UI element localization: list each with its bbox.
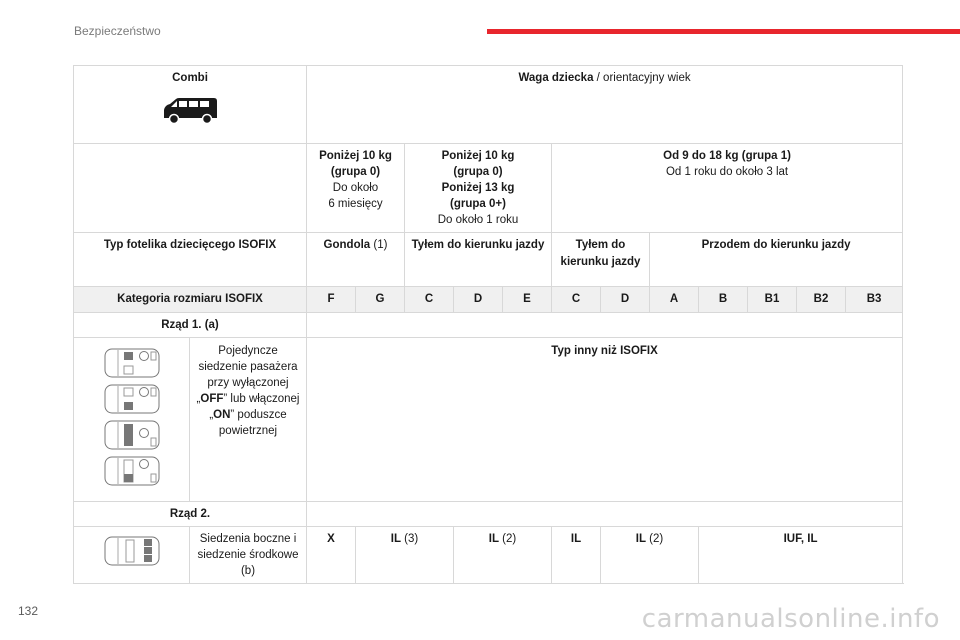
car-top-view-icon <box>104 384 160 414</box>
row2-seat-description: Siedzenia boczne i siedzenie środkowe (b) <box>190 526 307 583</box>
type-rear-facing-2: Tyłem do kierunku jazdy <box>552 233 650 287</box>
airbag-off-label: OFF <box>200 392 224 405</box>
row1-label: Rząd 1. (a) <box>74 312 307 337</box>
row2-value-f <box>307 526 356 583</box>
group-0plus-cell <box>405 144 552 233</box>
group-0-age-1: Do około <box>332 182 379 195</box>
seat-type-row <box>74 233 903 287</box>
row2-value-gondola <box>356 526 454 583</box>
row2-value-rear1-cd-code: IL <box>488 532 499 545</box>
size-c: C <box>405 287 454 312</box>
size-b1: B1 <box>748 287 797 312</box>
type-gondola-note: (1) <box>370 239 388 252</box>
size-category-label: Kategoria rozmiaru ISOFIX <box>74 287 307 312</box>
row1-empty <box>307 312 903 337</box>
row2-header <box>74 501 903 526</box>
group-0plus-name-1: (grupa 0) <box>453 166 503 179</box>
row1-value: Typ inny niż ISOFIX <box>307 337 903 501</box>
header-row <box>74 66 903 144</box>
row1-seat-description <box>190 337 307 501</box>
size-b: B <box>699 287 748 312</box>
row2-label: Rząd 2. <box>74 501 307 526</box>
weight-suffix: / orientacyjny wiek <box>593 72 691 84</box>
size-a: A <box>650 287 699 312</box>
group-0-age-2: 6 miesięcy <box>328 198 383 211</box>
page-number: 132 <box>18 604 39 618</box>
airbag-on-label: ON <box>213 409 231 422</box>
group-0-name: (grupa 0) <box>330 166 381 179</box>
row2-empty <box>307 501 903 526</box>
car-top-view-icon <box>104 420 160 450</box>
vehicle-label: Combi <box>172 72 208 84</box>
type-gondola <box>307 233 405 287</box>
group-0plus-weight-2: Poniżej 13 kg <box>441 182 515 195</box>
row2-value-rear1-cd-note: (2) <box>498 532 517 545</box>
row2-value-gondola-note: (3) <box>400 532 419 545</box>
row1-desc-part3: ” poduszce powietrznej <box>218 409 287 438</box>
type-forward-facing: Przodem do kierunku jazdy <box>650 233 903 287</box>
group-1-weight: Od 9 do 18 kg (grupa 1) <box>663 150 791 162</box>
row2-value-rear1-e <box>552 526 601 583</box>
section-title: Bezpieczeństwo <box>74 24 161 38</box>
row2-value-rear2-code: IL <box>635 532 646 545</box>
row2-value-rear2 <box>601 526 699 583</box>
row1-desc-part1: Pojedyncze siedzenie pasażera przy wyłączonej „ <box>196 344 298 405</box>
row2-value-f-code: X <box>327 532 335 545</box>
size-b2: B2 <box>797 287 846 312</box>
group-0-weight: Poniżej 10 kg <box>319 150 392 162</box>
row2-seat-row <box>74 526 903 583</box>
type-rear-facing-1: Tyłem do kierunku jazdy <box>405 233 552 287</box>
empty-cell <box>74 144 307 233</box>
size-b3: B3 <box>846 287 903 312</box>
group-0plus-weight-1: Poniżej 10 kg <box>441 150 515 162</box>
row1-desc-part2: ” lub włączonej „ <box>209 392 300 422</box>
row2-value-gondola-code: IL <box>390 532 401 545</box>
group-1-age: Od 1 roku do około 3 lat <box>665 166 789 179</box>
size-c-2: C <box>552 287 601 312</box>
isofix-table <box>73 65 903 584</box>
type-gondola-label: Gondola <box>323 239 371 252</box>
row2-value-forward <box>699 526 903 583</box>
row2-value-rear1-e-code: IL <box>570 532 582 545</box>
group-0plus-age: Do około 1 roku <box>437 214 519 227</box>
watermark: carmanualsonline.info <box>641 604 940 634</box>
size-category-row <box>74 287 903 312</box>
car-top-view-icon <box>104 456 160 486</box>
vehicle-cell <box>74 66 307 144</box>
group-0-cell <box>307 144 405 233</box>
weight-label: Waga dziecka <box>518 72 594 84</box>
group-1-cell <box>552 144 903 233</box>
row2-value-rear2-note: (2) <box>645 532 664 545</box>
row2-value-rear1-cd <box>454 526 552 583</box>
car-top-view-icon <box>104 348 160 378</box>
size-d-2: D <box>601 287 650 312</box>
row1-seat-row <box>74 337 903 501</box>
row1-header <box>74 312 903 337</box>
size-e: E <box>503 287 552 312</box>
car-top-view-icon <box>104 536 160 566</box>
group-0plus-name-2: (grupa 0+) <box>450 198 506 211</box>
size-g: G <box>356 287 405 312</box>
size-d: D <box>454 287 503 312</box>
row1-car-diagrams <box>74 337 190 501</box>
weight-header <box>307 66 903 144</box>
groups-row <box>74 144 903 233</box>
row2-car-diagram <box>74 526 190 583</box>
size-f: F <box>307 287 356 312</box>
van-side-icon <box>160 96 220 126</box>
seat-type-label: Typ fotelika dziecięcego ISOFIX <box>74 233 307 287</box>
row2-value-forward-code: IUF, IL <box>783 532 818 545</box>
header-accent-bar <box>487 29 960 34</box>
